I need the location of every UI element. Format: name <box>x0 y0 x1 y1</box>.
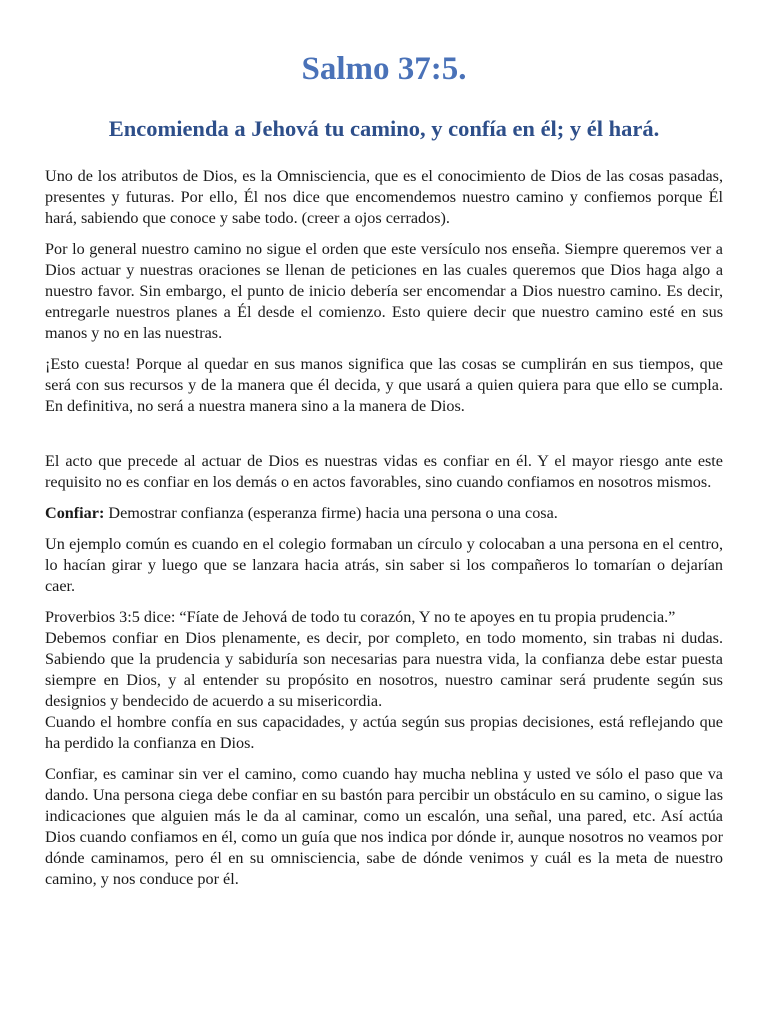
paragraph-order: Por lo general nuestro camino no sigue el orden que este versículo nos enseña. Siempre queremos ver a Dios actuar y nuestras oraciones se llenan de peticiones en las cuales queremos que Dios haga algo a nuestro favor. Sin embargo, el punto de inicio debería ser encomendar a Dios nuestro camino. Es decir, entregarle nuestros planes a Él desde el comienzo. Esto quiere decir que nuestro camino esté en sus manos y no en las nuestras. <box>45 240 723 342</box>
definition-term: Confiar: <box>45 504 105 522</box>
paragraph-example: Un ejemplo común es cuando en el colegio formaban un círculo y colocaban a una persona en el centro, lo hacían girar y luego que se lanzara hacia atrás, sin saber si los compañeros lo tomarían o dejarían caer. <box>45 535 723 595</box>
paragraph-cost: ¡Esto cuesta! Porque al quedar en sus manos significa que las cosas se cumplirán en sus tiempos, que será con sus recursos y de la manera que él decida, y que usará a quien quiera para que ello se cumpla. En definitiva, no será a nuestra manera sino a la manera de Dios. <box>45 355 723 415</box>
definition-paragraph <box>45 503 723 524</box>
definition-text: Demostrar confianza (esperanza firme) hacia una persona o una cosa. <box>104 504 558 522</box>
paragraph-omniscience: Uno de los atributos de Dios, es la Omnisciencia, que es el conocimiento de Dios de las cosas pasadas, presentes y futuras. Por ello, Él nos dice que encomendemos nuestro camino y confiemos porque Él hará, sabiendo que conoce y sabe todo. (creer a ojos cerrados). <box>45 167 723 227</box>
paragraph-trust-act: El acto que precede al actuar de Dios es nuestras vidas es confiar en él. Y el mayor riesgo ante este requisito no es confiar en los demás o en actos favorables, sino cuando confiamos en nosotros mismos. <box>45 452 723 491</box>
paragraph-proverbs-quote: Proverbios 3:5 dice: “Fíate de Jehová de todo tu corazón, Y no te apoyes en tu propia prudencia.” <box>45 608 676 626</box>
paragraph-self-reliance: Cuando el hombre confía en sus capacidades, y actúa según sus propias decisiones, está reflejando que ha perdido la confianza en Dios. <box>45 713 723 752</box>
paragraph-trust-fully: Debemos confiar en Dios plenamente, es decir, por completo, en todo momento, sin trabas ni dudas. Sabiendo que la prudencia y sabiduría son necesarias para nuestra vida, la confianza debe estar puesta siempre en Dios, y al entender su propósito en nosotros, nuestro caminar será prudente según sus designios y bendecido de acuerdo a su misericordia. <box>45 629 723 710</box>
verse-heading: Encomienda a Jehová tu camino, y confía en él; y él hará. <box>108 116 660 141</box>
document-page <box>45 48 723 900</box>
page-title: Salmo 37:5. <box>301 51 467 87</box>
paragraph-walking-blind: Confiar, es caminar sin ver el camino, como cuando hay mucha neblina y usted ve sólo el paso que va dando. Una persona ciega debe confiar en su bastón para percibir un obstáculo en su camino, o sigue las indicaciones que alguien más le da al caminar, como un escalón, una señal, una pared, etc. Así actúa Dios cuando confiamos en él, como un guía que nos indica por dónde ir, aunque nosotros no veamos por dónde caminamos, pero él en su omnisciencia, sabe de dónde venimos y cuál es la meta de nuestro camino, y nos conduce por él. <box>45 765 723 888</box>
